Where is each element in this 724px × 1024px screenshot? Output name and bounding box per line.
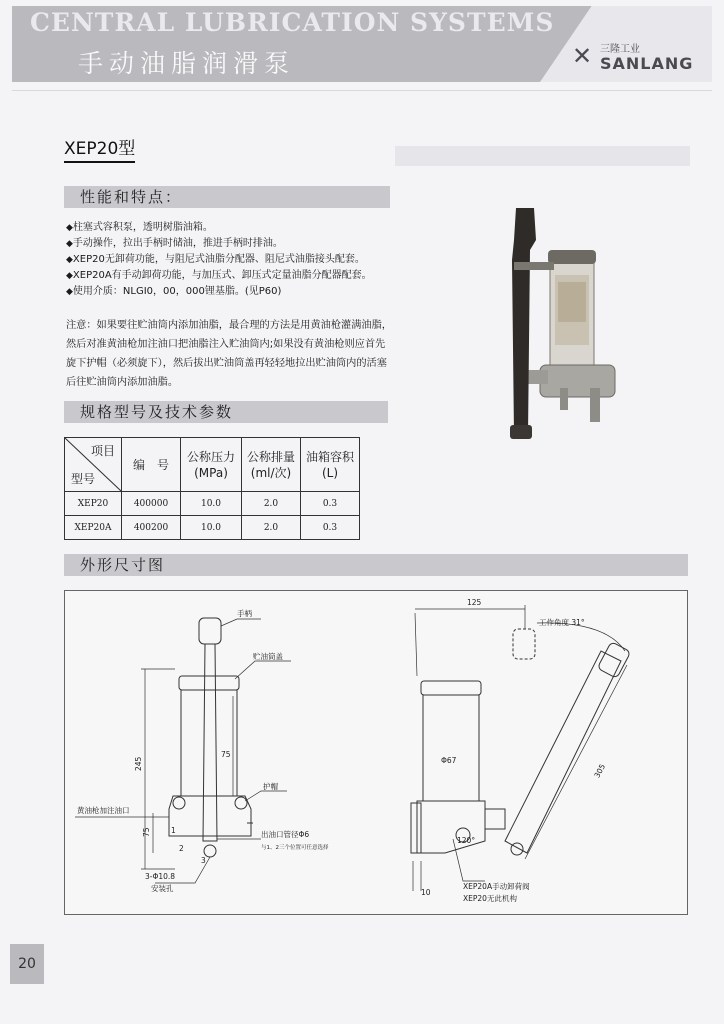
feature-item: ◆ 手动操作，拉出手柄时储油，推进手柄时排油。	[66, 236, 372, 252]
label-relief-note: XEP20无此机构	[463, 894, 517, 903]
label-outlet-note: 与1、2三个位置可任意选择	[261, 845, 329, 851]
cell-volume: 0.3	[301, 516, 360, 540]
corner-top-label: 项目	[90, 444, 115, 458]
spec-table	[64, 437, 360, 540]
column-header: 公称压力 (MPa)	[181, 438, 242, 492]
dimensions-heading: 外形尺寸图	[80, 556, 166, 574]
features-section-bar	[64, 186, 390, 208]
table-corner	[65, 438, 122, 492]
column-header: 编 号	[122, 438, 181, 492]
bleed-through-bar	[395, 146, 690, 166]
label-cover: 贮油筒盖	[253, 652, 283, 661]
cell-code: 400000	[122, 492, 181, 516]
label-outlet: 出油口管径Φ6	[261, 830, 310, 839]
feature-item: ◆ XEP20无卸荷功能，与阻尼式油脂分配器、阻尼式油脂接头配套。	[66, 252, 372, 268]
label-inlet: 黄油枪加注油口	[77, 806, 130, 815]
label-dim-10: 10	[421, 888, 431, 897]
logo-text-cn: 三隆工业	[600, 44, 640, 55]
header-title-en: CENTRAL LUBRICATION SYSTEMS	[30, 8, 555, 37]
label-cap: 护帽	[263, 782, 278, 791]
label-dim-305: 305	[592, 762, 608, 780]
label-n1: 1	[171, 826, 176, 835]
label-n2: 2	[179, 844, 184, 853]
label-dim-75a: 75	[142, 827, 151, 837]
feature-item: ◆ XEP20A有手动卸荷功能，与加压式、卸压式定量油脂分配器配套。	[66, 268, 372, 284]
dimension-drawing-frame	[64, 590, 688, 915]
divider	[12, 90, 712, 91]
cell-pressure: 10.0	[181, 516, 242, 540]
dimension-drawing	[65, 591, 689, 916]
cell-model: XEP20A	[65, 516, 122, 540]
table-row	[65, 492, 360, 516]
column-header: 公称排量 (ml/次)	[242, 438, 301, 492]
label-dim-245: 245	[134, 756, 143, 771]
label-dim-75b: 75	[221, 750, 231, 759]
cell-volume: 0.3	[301, 492, 360, 516]
feature-item: ◆ 使用介质：NLGI0，00，000锂基脂。(见P60)	[66, 284, 372, 300]
corner-bottom-label: 型号	[71, 472, 96, 486]
page-number: 20	[10, 944, 44, 984]
feature-item: ◆ 柱塞式容积泵，透明树脂油箱。	[66, 220, 372, 236]
cell-displacement: 2.0	[242, 516, 301, 540]
cell-pressure: 10.0	[181, 492, 242, 516]
cell-displacement: 2.0	[242, 492, 301, 516]
label-handle: 手柄	[237, 609, 252, 618]
cell-code: 400200	[122, 516, 181, 540]
label-mount-dim: 3-Φ10.8	[145, 872, 176, 881]
cell-model: XEP20	[65, 492, 122, 516]
pump-photo	[500, 200, 620, 445]
label-angle120: 120°	[457, 836, 476, 845]
features-list	[66, 220, 372, 300]
logo-text-en: SANLANG	[600, 54, 694, 73]
header-title-cn: 手动油脂润滑泵	[78, 49, 296, 78]
column-header: 油箱容积 (L)	[301, 438, 360, 492]
features-heading: 性能和特点：	[80, 188, 183, 206]
model-title: XEP20型	[64, 134, 135, 163]
specs-section-bar	[64, 401, 388, 423]
label-dia67: Φ67	[441, 756, 457, 765]
label-angle: 工作角度 31°	[539, 618, 585, 627]
specs-heading: 规格型号及技术参数	[80, 403, 234, 421]
sanlang-logo-icon: ✕	[572, 42, 593, 70]
label-n3: 3	[201, 856, 206, 865]
label-relief: XEP20A手动卸荷阀	[463, 882, 530, 891]
label-mount: 安装孔	[151, 884, 174, 893]
table-row	[65, 516, 360, 540]
usage-note: 注意：如果要往贮油筒内添加油脂，最合理的方法是用黄油枪灌满油脂，然后对准黄油枪加注油口把油脂注入贮油筒内;如果没有黄油枪则应首先旋下护帽（必须旋下），然后拔出贮油筒盖再轻轻地拉出贮油筒内的活塞后往贮油筒内添加油脂。	[66, 320, 392, 388]
label-dim-125: 125	[467, 598, 482, 607]
dimensions-section-bar	[64, 554, 688, 576]
